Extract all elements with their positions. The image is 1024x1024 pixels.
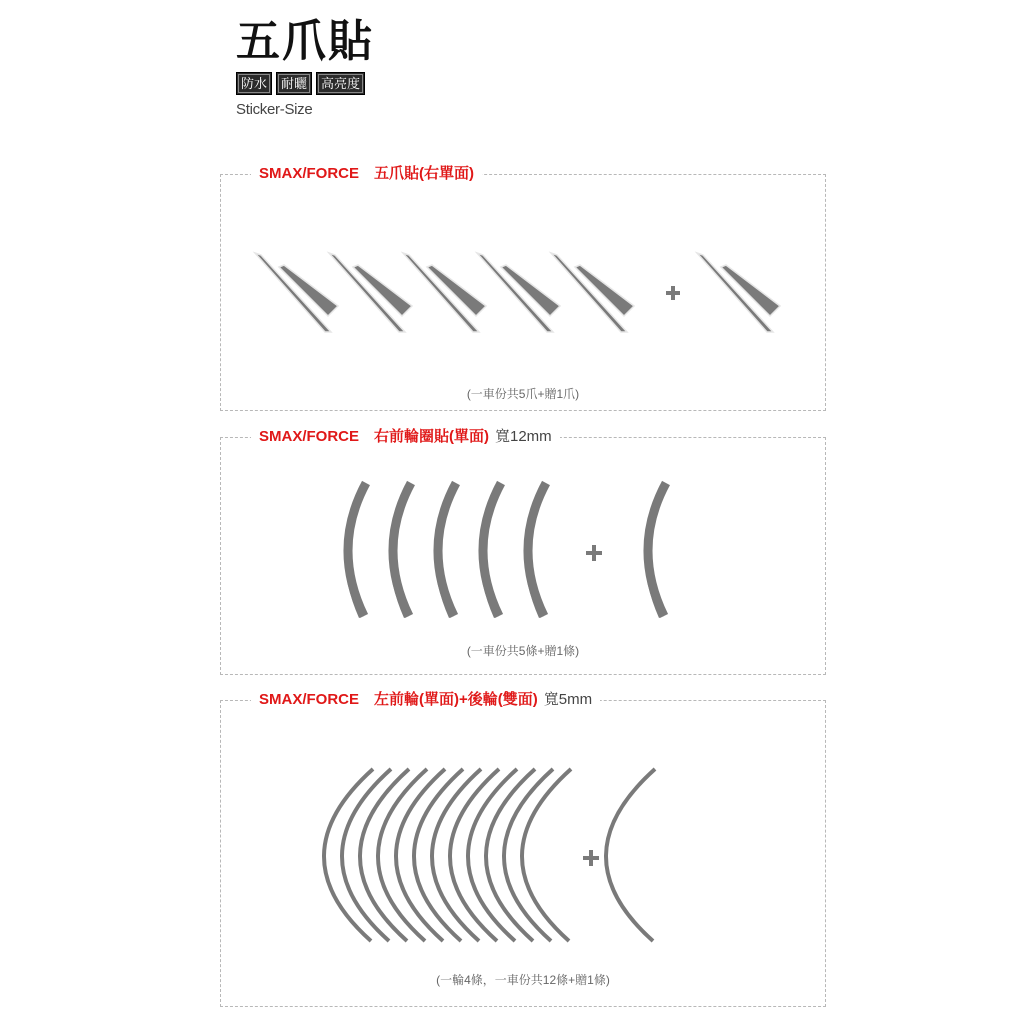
claw-sticker-illustration [221,175,827,412]
tag-sunproof: 耐曬 [276,72,312,95]
plus-icon [666,286,680,300]
wheel-sticker-illustration [221,701,827,1008]
panel-note: (一車份共5爪+贈1爪) [466,387,580,401]
panel-note: (一輪4條，一車份共12條+贈1條) [436,973,610,987]
panel-title-text: SMAX/FORCE 右前輪圈貼(單面) [259,428,489,445]
claw-sticker [551,253,634,332]
tag-waterproof: 防水 [236,72,272,95]
claw-sticker [329,253,412,332]
panel-wheel-stickers-5mm [220,691,826,1007]
panel-title-text: SMAX/FORCE 左前輪(單面)+後輪(雙面) [259,691,538,708]
claw-sticker [477,253,560,332]
sticker-width: 寬12mm [495,428,552,445]
wheel-sticker-strips [324,769,655,941]
panel-claw-stickers [220,165,826,411]
sticker-width: 寬5mm [543,691,593,708]
plus-icon [583,850,599,866]
panel-rim-stickers-12mm [220,428,826,675]
subtitle: Sticker-Size [236,101,313,118]
panel-title-text: SMAX/FORCE 五爪貼(右單面) [259,165,474,182]
feature-tags [236,72,374,95]
rim-sticker-illustration [221,438,827,676]
plus-icon [586,545,602,561]
header [236,18,374,118]
panel-note: (一車份共5條+贈1條) [466,644,580,658]
claw-sticker-bonus [697,253,780,332]
tag-high-brightness: 高亮度 [316,72,365,95]
wheel-sticker-bonus [606,769,655,941]
page-title: 五爪貼 [236,16,374,67]
claw-sticker [255,253,338,332]
claw-sticker [403,253,486,332]
